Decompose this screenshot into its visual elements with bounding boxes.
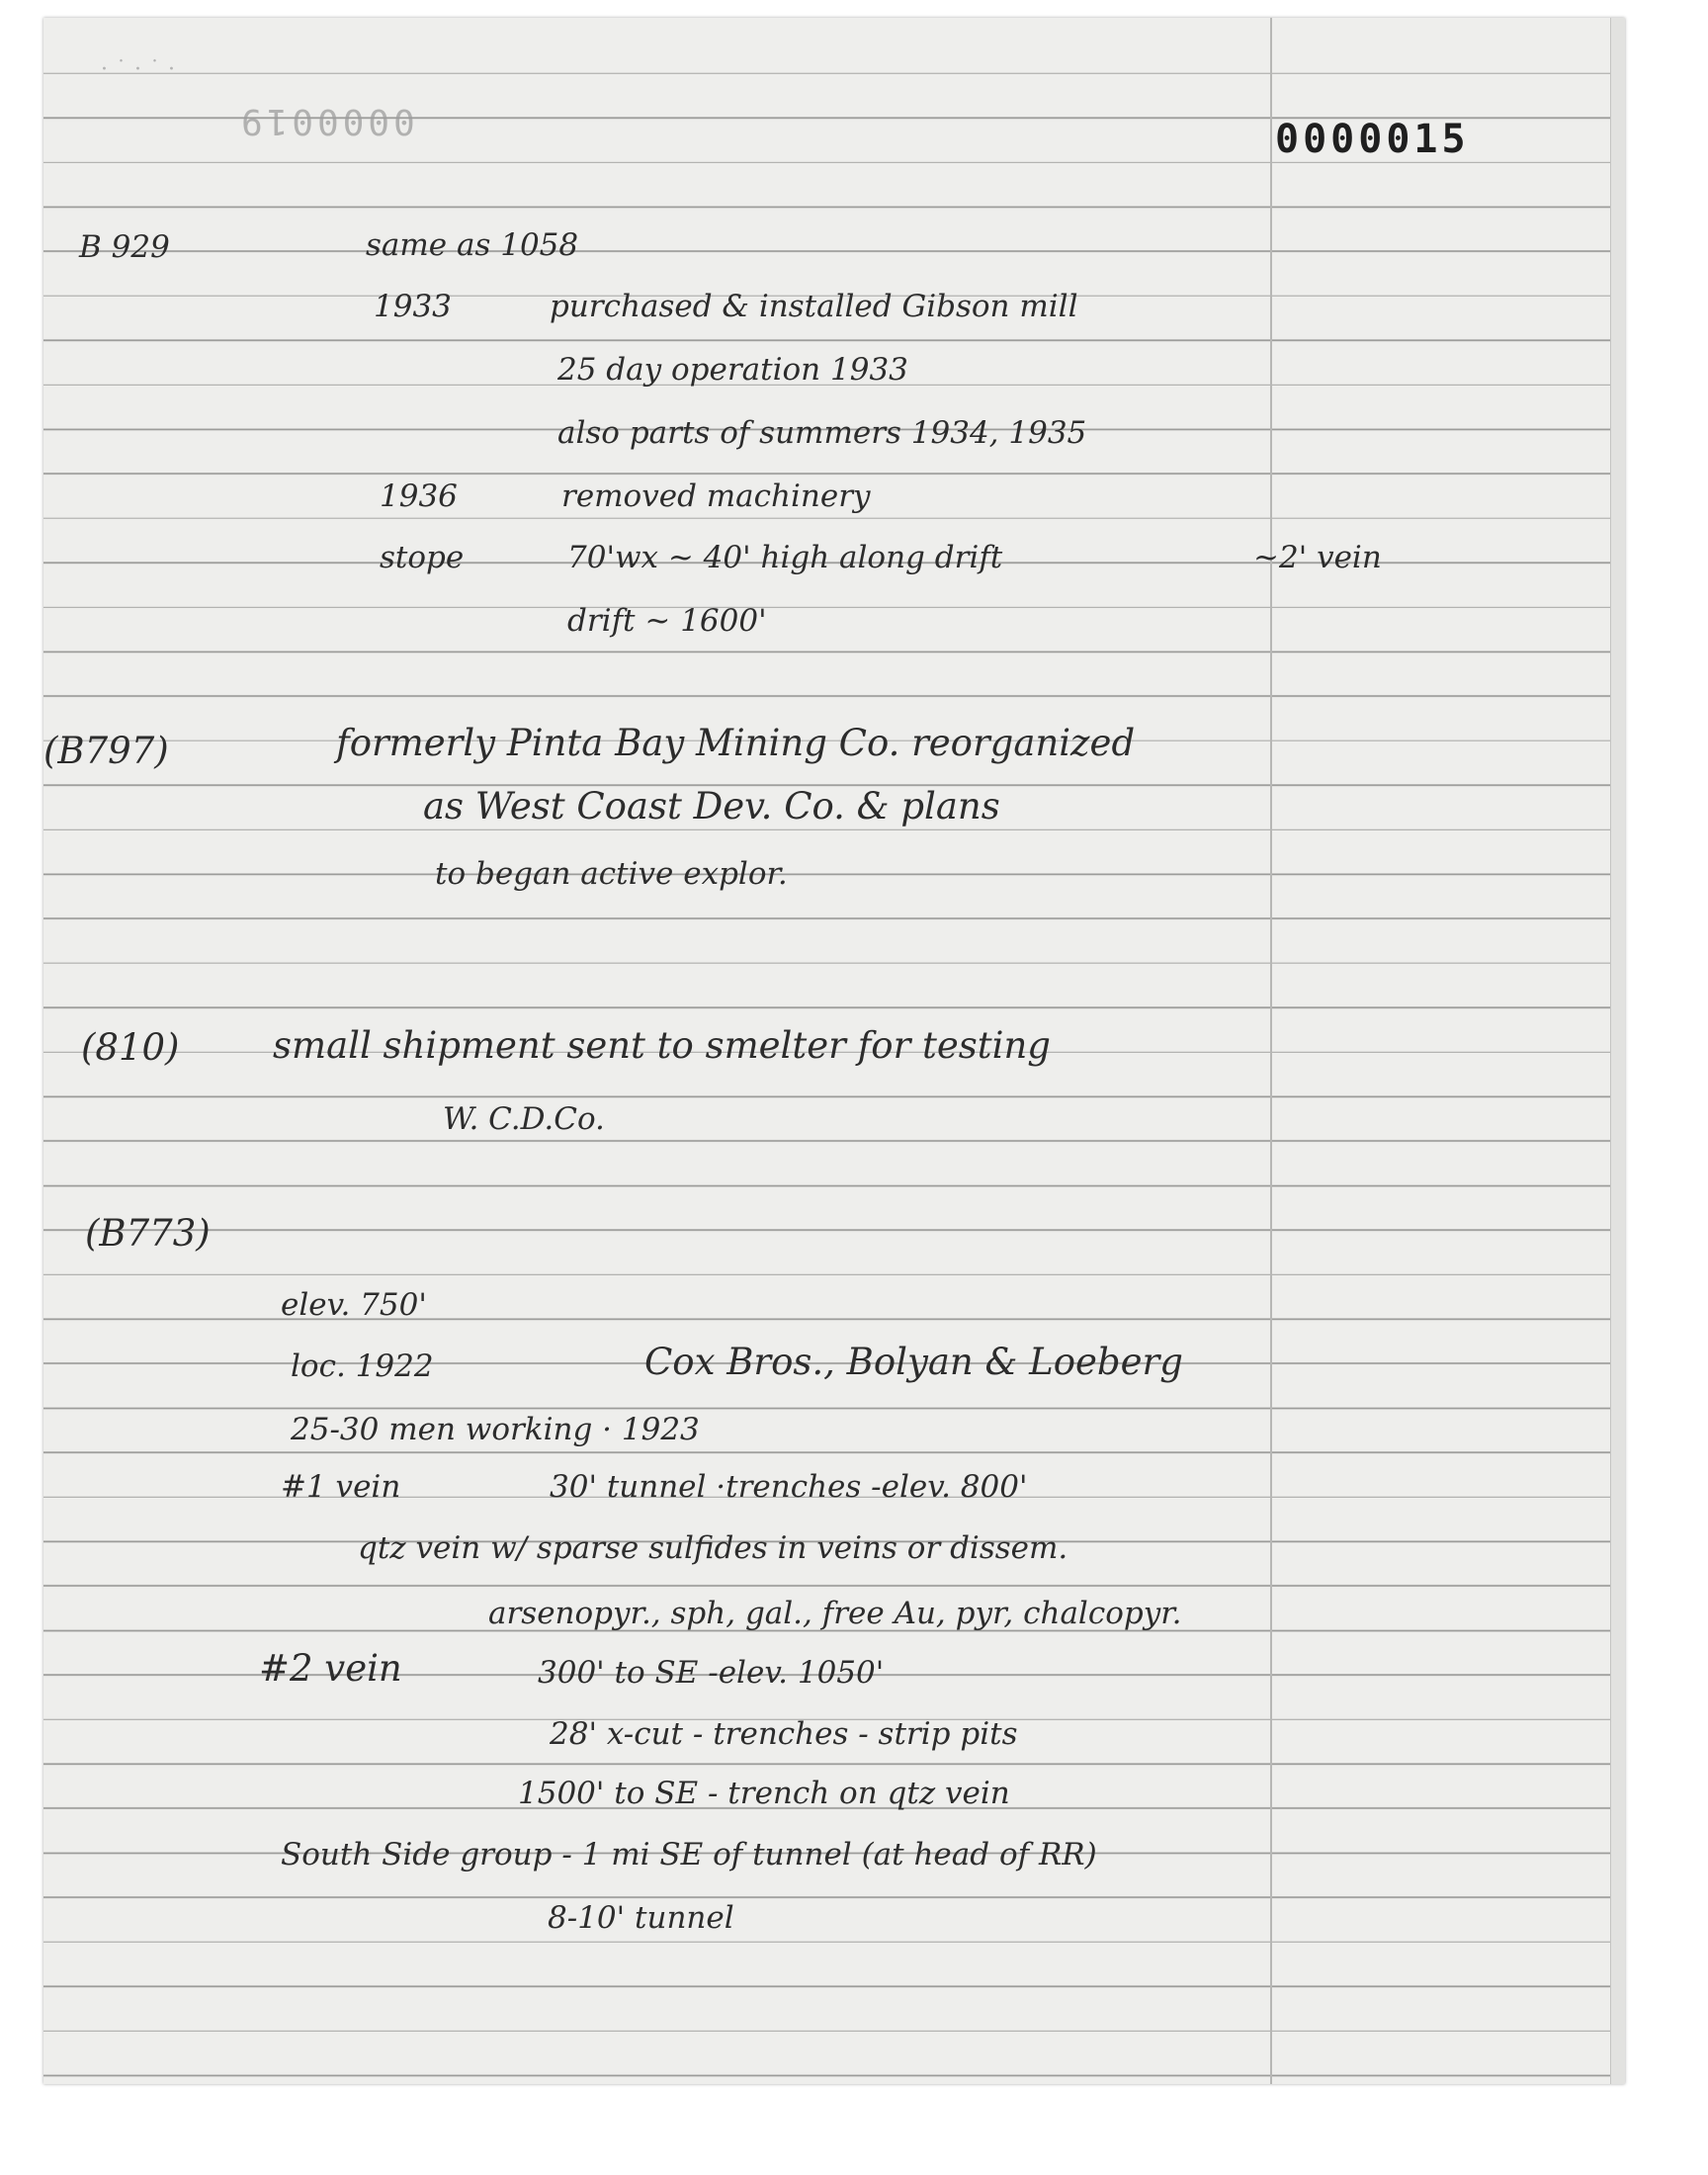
entry-line: ~2' vein bbox=[1253, 540, 1382, 575]
entry-line: purchased & installed Gibson mill bbox=[550, 289, 1078, 324]
entry-line: elev. 750' bbox=[281, 1287, 427, 1323]
entry-line: 28' x-cut - trenches - strip pits bbox=[550, 1716, 1018, 1752]
entry-line: same as 1058 bbox=[366, 227, 579, 263]
entry-line: as West Coast Dev. Co. & plans bbox=[423, 785, 1000, 827]
entry-line: W. C.D.Co. bbox=[443, 1101, 605, 1137]
entry-line: South Side group - 1 mi SE of tunnel (at head of RR) bbox=[281, 1837, 1097, 1872]
margin-line bbox=[1270, 18, 1272, 2084]
entry-line: qtz vein w/ sparse sulfides in veins or dissem. bbox=[358, 1530, 1068, 1566]
entry-label-b797: (B797) bbox=[43, 730, 169, 772]
entry-line: 25 day operation 1933 bbox=[557, 352, 908, 388]
entry-label-b773: (B773) bbox=[85, 1212, 211, 1255]
entry-line: small shipment sent to smelter for testing bbox=[273, 1024, 1051, 1067]
entry-line: 25-30 men working · 1923 bbox=[291, 1412, 700, 1447]
entry-label-b929: B 929 bbox=[79, 229, 170, 265]
entry-line: also parts of summers 1934, 1935 bbox=[557, 415, 1087, 451]
page-stamp-number: 0000015 bbox=[1275, 117, 1470, 162]
entry-line: 30' tunnel ·trenches -elev. 800' bbox=[550, 1469, 1028, 1505]
entry-line: 8-10' tunnel bbox=[548, 1900, 734, 1936]
entry-line: 70'wx ~ 40' high along drift bbox=[567, 540, 1003, 575]
entry-line: to began active explor. bbox=[435, 856, 788, 892]
faded-stamp-number: 0000019 bbox=[237, 101, 415, 141]
entry-line: drift ~ 1600' bbox=[567, 603, 767, 639]
entry-line: formerly Pinta Bay Mining Co. reorganized bbox=[336, 722, 1136, 764]
smudge-marks: ·˙·˙· bbox=[101, 57, 183, 82]
entry-line: #1 vein bbox=[281, 1469, 401, 1505]
entry-line: loc. 1922 bbox=[291, 1348, 434, 1384]
entry-line: stope bbox=[380, 540, 465, 575]
entry-line: arsenopyr., sph, gal., free Au, pyr, chalcopyr. bbox=[488, 1596, 1182, 1631]
entry-line: removed machinery bbox=[561, 478, 871, 514]
entry-label-810: (810) bbox=[81, 1026, 180, 1069]
page-edge bbox=[1610, 18, 1625, 2084]
notebook-page bbox=[43, 18, 1625, 2084]
entry-year: 1933 bbox=[374, 289, 452, 324]
entry-line: Cox Bros., Bolyan & Loeberg bbox=[644, 1341, 1183, 1383]
entry-line: 1500' to SE - trench on qtz vein bbox=[518, 1776, 1010, 1811]
entry-line: #2 vein bbox=[259, 1647, 402, 1690]
entry-line: 300' to SE -elev. 1050' bbox=[538, 1655, 885, 1691]
entry-year: 1936 bbox=[380, 478, 458, 514]
